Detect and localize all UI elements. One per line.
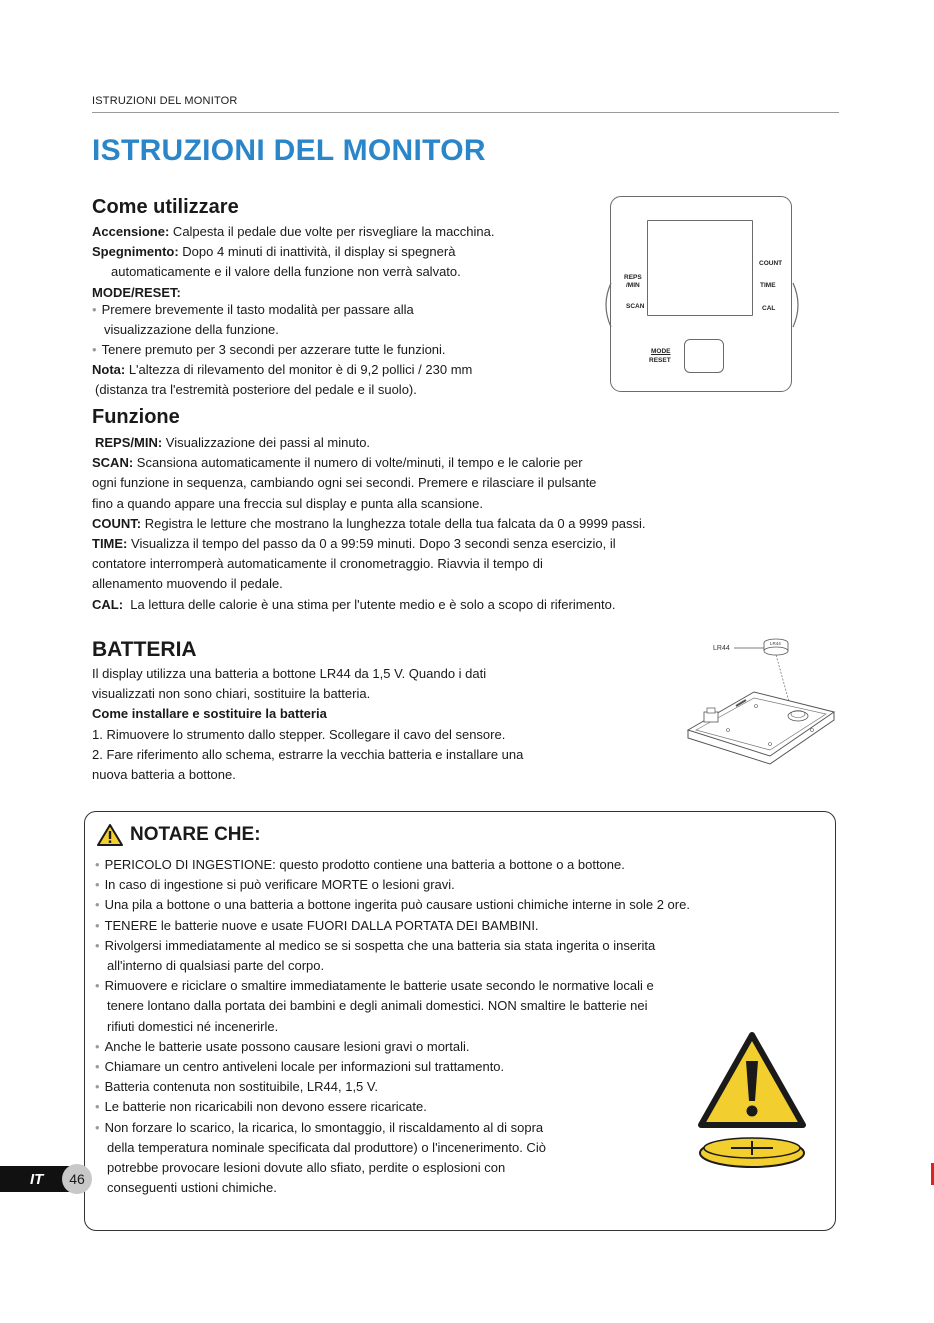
battery-body	[92, 664, 652, 785]
power-off-line-2: automaticamente e il valore della funzione non verrà salvato.	[111, 264, 461, 280]
note-line	[92, 360, 592, 380]
scan-label: SCAN:	[92, 455, 134, 471]
warning-item-text: TENERE le batterie nuove e usate FUORI DALLA PORTATA DEI BAMBINI.	[104, 917, 539, 933]
battery-text-2: visualizzati non sono chiari, sostituire la batteria.	[92, 686, 371, 702]
time-label: TIME:	[92, 536, 128, 552]
scan-text: Scansiona automaticamente il numero di volte/minuti, il tempo e le calorie per	[133, 455, 583, 471]
warning-item-text: Chiamare un centro antiveleni locale per informazioni sul trattamento.	[104, 1059, 505, 1075]
reps-label: REPS/MIN:	[95, 435, 163, 450]
mode-reset-label: MODE/RESET:	[92, 284, 181, 300]
page-title: ISTRUZIONI DEL MONITOR	[92, 134, 486, 167]
warning-item-text: Le batterie non ricaricabili non devono essere ricaricate.	[104, 1099, 427, 1115]
monitor-screen	[647, 220, 753, 316]
warning-item-text: Batteria contenuta non sostituibile, LR44, 1,5 V.	[104, 1079, 378, 1095]
warning-item	[95, 875, 835, 895]
scan-line	[92, 453, 812, 473]
warning-item-cont: della temperatura nominale specificata dal produttore) o l'incenerimento. Ciò	[107, 1139, 546, 1155]
warning-item	[95, 976, 835, 996]
function-body	[92, 433, 812, 615]
warning-item-cont: potrebbe provocare lesioni dovute allo sfiato, perdite o esplosioni con	[107, 1160, 506, 1176]
power-off-label: Spegnimento:	[92, 244, 179, 260]
label-time: TIME	[760, 282, 776, 289]
count-line	[92, 514, 812, 534]
label-reps: REPS	[624, 274, 642, 281]
header-rule	[92, 112, 839, 113]
section-title-function: Funzione	[92, 406, 180, 428]
mode-bullet-1-cont: visualizzazione della funzione.	[104, 321, 279, 337]
warning-item	[95, 936, 835, 956]
battery-diagram	[684, 634, 844, 776]
scan-line-2: ogni funzione in sequenza, cambiando ogni sei secondi. Premere e rilasciare il pulsante	[92, 475, 597, 491]
warning-item	[95, 895, 835, 915]
battery-title-text: BATTERIA	[92, 638, 197, 661]
note-line-2: (distanza tra l'estremità posteriore del pedale e il suolo).	[95, 382, 417, 398]
warning-item-cont: tenere lontano dalla portata dei bambini e degli animali domestici. NON smaltire le batterie nei	[107, 998, 648, 1014]
warning-item-text: Anche le batterie usate possono causare lesioni gravi o mortali.	[104, 1038, 470, 1054]
power-off-text: Dopo 4 minuti di inattività, il display si spegnerà	[178, 244, 456, 260]
mode-bullet-1	[92, 300, 592, 320]
warning-title-text: NOTARE CHE:	[130, 824, 261, 845]
warning-item-text: Rimuovere e riciclare o smaltire immediatamente le batterie usate secondo le normative locali e	[104, 978, 654, 994]
warning-item-text: Una pila a bottone o una batteria a bottone ingerita può causare ustioni chimiche interne in sole 2 ore.	[104, 897, 690, 913]
page-tab	[0, 1164, 92, 1194]
warning-item-cont: all'interno di qualsiasi parte del corpo.	[107, 958, 325, 974]
mode-bullet-2-text: Tenere premuto per 3 secondi per azzerare tutte le funzioni.	[101, 342, 446, 358]
mode-reset-button-drawing	[684, 339, 724, 373]
label-reps-min	[624, 274, 642, 289]
cal-text: La lettura delle calorie è una stima per l'utente medio e è solo a scopo di riferimento.	[123, 596, 616, 612]
reps-line	[92, 433, 812, 453]
running-header: ISTRUZIONI DEL MONITOR	[92, 95, 238, 107]
power-off-line	[92, 242, 592, 262]
label-min: /MIN	[626, 281, 640, 289]
note-text: L'altezza di rilevamento del monitor è di 9,2 pollici / 230 mm	[125, 362, 473, 378]
warning-triangle-icon	[96, 823, 124, 847]
battery-step-2-cont: nuova batteria a bottone.	[92, 767, 236, 783]
power-on-line	[92, 222, 592, 242]
label-cal: CAL	[762, 305, 776, 312]
cal-line	[92, 595, 812, 615]
label-count: COUNT	[759, 260, 783, 267]
battery-howto-title: Come installare e sostituire la batteria	[92, 706, 327, 722]
cal-label: CAL:	[92, 596, 124, 612]
mode-bullet-1-text: Premere brevemente il tasto modalità per passare alla	[101, 301, 414, 317]
warning-title	[96, 823, 261, 847]
power-on-label: Accensione:	[92, 224, 170, 239]
battery-text-1: Il display utilizza una batteria a bottone LR44 da 1,5 V. Quando i dati	[92, 666, 487, 681]
reps-text: Visualizzazione dei passi al minuto.	[162, 435, 371, 450]
time-line-3: allenamento muovendo il pedale.	[92, 576, 283, 592]
label-scan: SCAN	[626, 303, 645, 310]
section-title-how-to-use: Come utilizzare	[92, 196, 239, 218]
battery-step-1: 1. Rimuovere lo strumento dallo stepper. Scollegare il cavo del sensore.	[92, 726, 506, 742]
warning-item-cont: rifiuti domestici né incenerirle.	[107, 1018, 279, 1034]
warning-item-text: Non forzare lo scarico, la ricarica, lo smontaggio, il riscaldamento al di sopra	[104, 1119, 544, 1135]
warning-item	[95, 916, 835, 936]
coin-lr44-label: LR44	[770, 641, 781, 646]
mode-bullet-2	[92, 340, 592, 360]
note-label: Nota:	[92, 362, 126, 378]
warning-item-cont: conseguenti ustioni chimiche.	[107, 1180, 277, 1196]
how-to-use-body	[92, 222, 592, 401]
power-on-text: Calpesta il pedale due volte per risvegliare la macchina.	[169, 224, 495, 239]
warning-item-text: PERICOLO DI INGESTIONE: questo prodotto contiene una batteria a bottone o a bottone.	[104, 857, 625, 872]
battery-warning-icon	[697, 1031, 807, 1171]
warning-item-text: In caso di ingestione si può verificare MORTE o lesioni gravi.	[104, 877, 455, 893]
section-title-battery	[92, 638, 197, 662]
time-line	[92, 534, 812, 554]
scan-line-3: fino a quando appare una freccia sul display e punta alla scansione.	[92, 495, 483, 511]
diagram-lr44-label: LR44	[713, 645, 730, 652]
count-label: COUNT:	[92, 515, 142, 531]
count-text: Registra le letture che mostrano la lunghezza totale della tua falcata da 0 a 9999 passi.	[141, 515, 646, 531]
label-mode: MODE	[651, 348, 671, 355]
time-text: Visualizza il tempo del passo da 0 a 99:59 minuti. Dopo 3 secondi senza esercizio, il	[127, 536, 616, 552]
monitor-diagram	[610, 196, 792, 392]
battery-step-2: 2. Fare riferimento allo schema, estrarre la vecchia batteria e installare una	[92, 746, 524, 762]
page-number: 46	[62, 1164, 92, 1194]
warning-item-text: Rivolgersi immediatamente al medico se si sospetta che una batteria sia stata ingerita o inserita	[104, 937, 656, 953]
language-tab: IT	[0, 1166, 72, 1192]
warning-item	[95, 855, 835, 875]
label-reset: RESET	[649, 357, 671, 364]
time-line-2: contatore interromperà automaticamente il cronometraggio. Riavvia il tempo di	[92, 556, 543, 572]
